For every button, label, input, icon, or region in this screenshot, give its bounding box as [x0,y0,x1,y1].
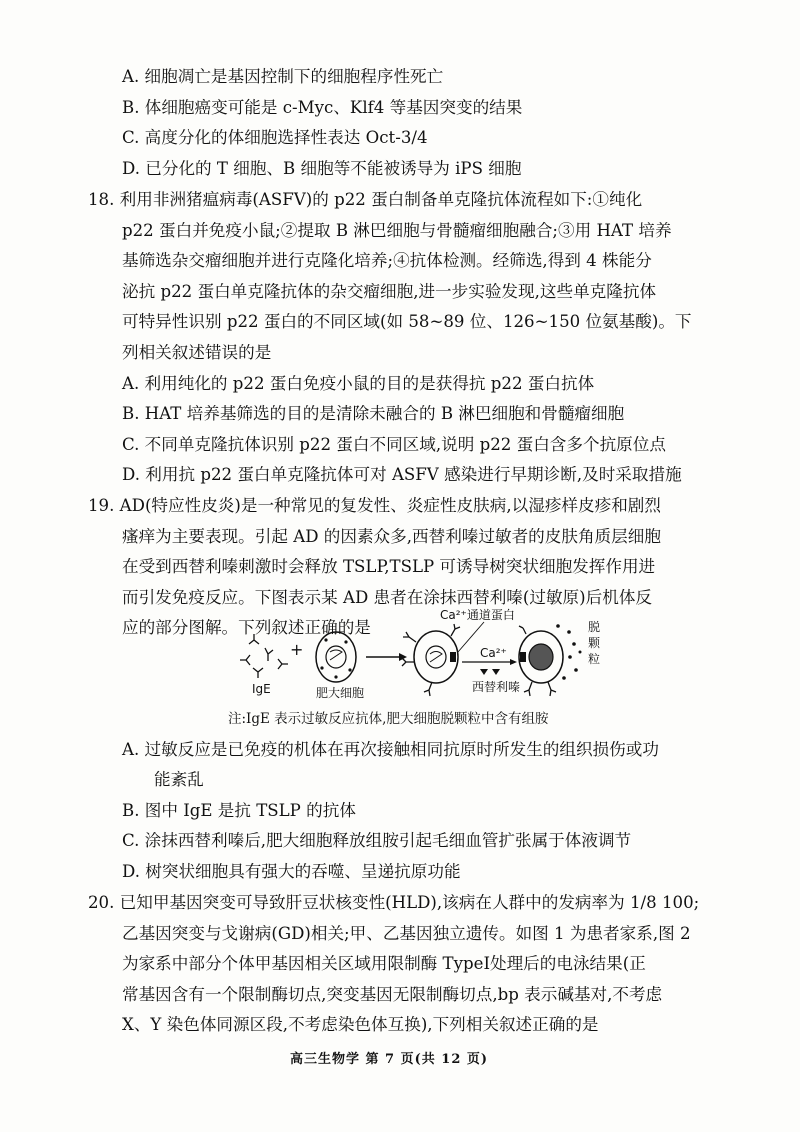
arrow-icon [366,653,407,661]
plus-sign: + [290,640,304,659]
q20-stem-line: 常基因含有一个限制酶切点,突变基因无限制酶切点,bp 表示碱基对,不考虑 [122,985,663,1004]
q18-option-c: C. 不同单克隆抗体识别 p22 蛋白不同区域,说明 p22 蛋白含多个抗原位点 [122,435,666,454]
q17-option-b: B. 体细胞癌变可能是 c-Myc、Klf4 等基因突变的结果 [122,98,523,117]
ige-label: IgE [252,682,271,696]
q17-option-c: C. 高度分化的体细胞选择性表达 Oct-3/4 [122,128,428,147]
q19-option-d: D. 树突状细胞具有强大的吞噬、呈递抗原功能 [122,862,461,881]
q19-option-a: A. 过敏反应是已免疫的机体在再次接触相同抗原时所发生的组织损伤或功 [122,740,659,759]
page-footer: 高三生物学 第 7 页(共 12 页) [290,1052,489,1067]
sensitized-mast-cell-icon [402,624,460,696]
q19-stem-line: 而引发免疫反应。下图表示某 AD 患者在涂抹西替利嗪(过敏原)后机体反 [122,588,653,607]
q18-stem-line: 可特异性识别 p22 蛋白的不同区域(如 58~89 位、126~150 位氨基酸)。下 [122,312,692,331]
q18-stem-line: p22 蛋白并免疫小鼠;②提取 B 淋巴细胞与骨髓瘤细胞融合;③用 HAT 培养 [122,221,672,240]
q18-stem-line: 基筛选杂交瘤细胞并进行克隆化培养;④抗体检测。经筛选,得到 4 株能分 [122,251,652,270]
ige-antibody-icon [240,634,288,678]
q19-stem-line: 19. AD(特应性皮炎)是一种常见的复发性、炎症性皮肤病,以湿疹样皮疹和剧烈 [88,496,661,515]
mast-cell-icon [316,632,356,682]
q18-option-b: B. HAT 培养基筛选的目的是清除未融合的 B 淋巴细胞和骨髓瘤细胞 [122,404,625,423]
q20-stem-line: X、Y 染色体同源区段,不考虑染色体互换),下列相关叙述正确的是 [122,1015,599,1034]
q17-option-d: D. 已分化的 T 细胞、B 细胞等不能被诱导为 iPS 细胞 [122,159,522,178]
q19-stem-line: 应的部分图解。下列叙述正确的是 [122,618,371,637]
q20-stem-line: 20. 已知甲基因突变可导致肝豆状核变性(HLD),该病在人群中的发病率为 1/8 100; [88,893,700,912]
q20-stem-line: 为家系中部分个体甲基因相关区域用限制酶 TypeⅠ处理后的电泳结果(正 [122,954,646,973]
q19-stem-line: 瘙痒为主要表现。引起 AD 的因素众多,西替利嗪过敏者的皮肤角质层细胞 [122,527,661,546]
q17-option-a: A. 细胞凋亡是基因控制下的细胞程序性死亡 [122,67,444,86]
degranulation-label-3: 粒 [588,652,601,666]
q18-option-d: D. 利用抗 p22 蛋白单克隆抗体可对 ASFV 感染进行早期诊断,及时采取措施 [122,465,682,484]
degranulating-mast-cell-icon [519,624,582,696]
ca-channel-label: Ca²⁺通道蛋白 [440,608,515,622]
degranulation-label-2: 颗 [588,636,601,650]
q20-stem-line: 乙基因突变与戈谢病(GD)相关;甲、乙基因独立遗传。如图 1 为患者家系,图 2 [122,924,691,943]
q19-option-a-cont: 能紊乱 [154,770,204,789]
q18-stem-line: 列相关叙述错误的是 [122,343,272,362]
degranulation-label-1: 脱 [588,620,601,634]
allergy-diagram [236,608,606,700]
q19-stem-line: 在受到西替利嗪刺激时会释放 TSLP,TSLP 可诱导树突状细胞发挥作用进 [122,557,656,576]
diagram-note: 注:IgE 表示过敏反应抗体,肥大细胞脱颗粒中含有组胺 [228,711,549,727]
q18-stem-line: 泌抗 p22 蛋白单克隆抗体的杂交瘤细胞,进一步实验发现,这些单克隆抗体 [122,282,657,301]
ca-label: Ca²⁺ [480,646,507,660]
q18-option-a: A. 利用纯化的 p22 蛋白免疫小鼠的目的是获得抗 p22 蛋白抗体 [122,374,595,393]
q19-option-c: C. 涂抹西替利嗪后,肥大细胞释放组胺引起毛细血管扩张属于体液调节 [122,831,632,850]
q19-option-b: B. 图中 IgE 是抗 TSLP 的抗体 [122,801,356,820]
cetirizine-label: 西替利嗪 [472,680,521,694]
q18-stem-line: 18. 利用非洲猪瘟病毒(ASFV)的 p22 蛋白制备单克隆抗体流程如下:①纯化 [88,190,643,209]
mast-cell-label: 肥大细胞 [316,686,365,700]
